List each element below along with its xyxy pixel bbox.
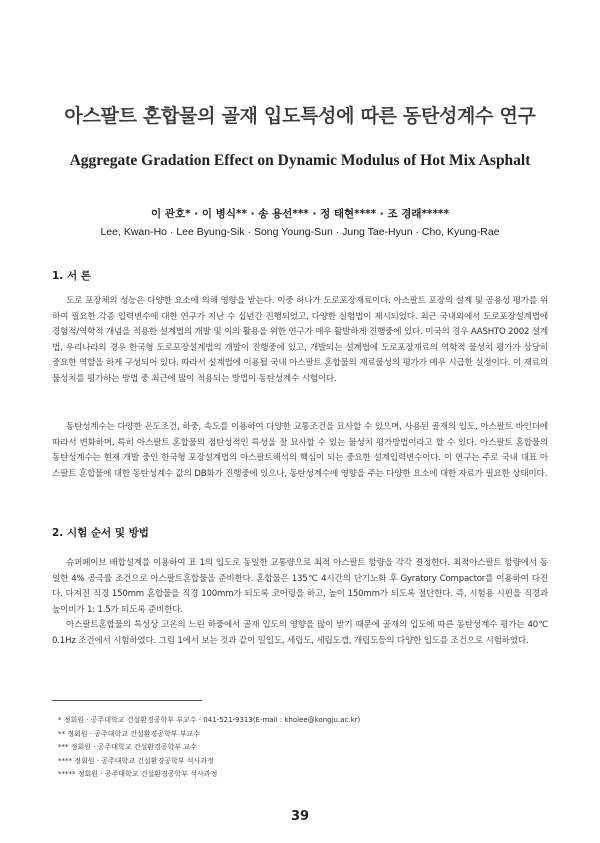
- page-number: 39: [290, 809, 310, 824]
- authors-korean: 이 관호* · 이 병식** · 송 용선*** · 정 태현**** · 조 경래*****: [151, 208, 449, 220]
- section-heading-method: 2. 시험 순서 및 방법: [52, 527, 149, 539]
- section-heading-introduction: 1. 서 론: [52, 270, 91, 282]
- footnotes: [58, 714, 538, 782]
- title-english: Aggregate Gradation Effect on Dynamic Modulus of Hot Mix Asphalt: [69, 152, 531, 169]
- intro-paragraph-1: 도로 포장체의 성능은 다양한 요소에 의해 영향을 받는다. 이중 하나가 도로포장재료이다. 아스팔트 포장의 설계 및 공용성 평가를 위하여 필요한 각종 입력변수에 대한 연구가 지난 수 십년간 진행되었고, 다양한 실험법이 제시되었다. 최근 국내외에서 도로포장설계법에 경험적/역학적 개념을 적용한 설계법의 개발 및 이의 활용을 위한 연구가 매우 활발하게 진행중에 있다. 미국의 경우 AASHTO 2002 설계법, 우리나라의 경우 한국형 도로포장설계법의 개발이 진행중에 있고, 개발되는 설계법에 도로포장재료의 역학적 물성치 평가가 상당히 중요한 역할을 하게 구성되어 있다. 따라서 설계법에 이용될 국내 아스팔트 혼합물의 재료물성의 평가가 매우 시급한 실정이다. 이 재료의 물성치를 평가하는 방법 중 최근에 많이 적용되는 방법이 동탄성계수 시험이다.: [52, 296, 548, 384]
- title-korean: 아스팔트 혼합물의 골재 입도특성에 따른 동탄성계수 연구: [64, 105, 536, 127]
- footnote-2: ** 정회원 · 공주대학교 건설환경공학부 부교수: [58, 729, 201, 738]
- method-paragraph-2: 아스팔트혼합물의 특성상 고온의 느린 하중에서 골재 입도의 영향을 많이 받기 때문에 골재의 입도에 따른 동탄성계수 평가는 40℃ 0.1Hz 조건에서 시험하였다. 그림 1에서 보는 것과 같이 밀입도, 세립도, 세립도갭, 개립도등의 다양한 입도를 조건으로 시험하였다.: [52, 620, 548, 646]
- footnote-4: **** 정회원 · 공주대학교 건설환경공학부 석사과정: [58, 756, 214, 765]
- footnote-5: ***** 정회원 · 공주대학교 건설환경공학부 석사과정: [58, 770, 218, 778]
- footnote-1: * 정회원 · 공주대학교 건설환경공학부 부교수 · 041-521-9313(E-mail : kholee@kongju.ac.kr): [58, 716, 361, 724]
- method-paragraph-1: 슈퍼페이브 배합설계를 이용하여 표 1의 입도로 동일한 교통량으로 최적 아스팔트 함량을 각각 결정한다. 최적아스팔트 함량에서 동일한 4% 공극률 조건으로 아스팔트혼합물을 준비한다. 혼합물은 135℃ 4시간의 단기노화 후 Gyratory Compactor를 이용하여 다진다. 다져진 직경 150mm 혼합물을 직경 100mm가 되도록 코어링을 하고, 높이 150mm가 되도록 절단한다. 즉, 시험용 시편을 직경과 높이비가 1: 1.5가 되도록 준비한다.: [52, 558, 548, 615]
- footnote-divider: [52, 700, 202, 701]
- authors-english: Lee, Kwan-Ho · Lee Byung-Sik · Song Young-Sun · Jung Tae-Hyun · Cho, Kyung-Rae: [100, 226, 500, 238]
- footnote-3: *** 정회원 · 공주대학교 건설환경공학부 교수: [58, 743, 197, 751]
- intro-paragraph-2: 동탄성계수는 다양한 온도조건, 하중, 속도를 이용하여 다양한 교통조건을 묘사할 수 있으며, 사용된 골재의 입도, 아스팔트 바인더에 따라서 변화하며, 특히 아스팔트 혼합물의 점탄성적인 특성을 잘 묘사할 수 있는 물성치 평가방법이라고 할 수 있다. 아스팔트 혼합물의 동탄성계수는 현재 개발 중인 한국형 포장설계법의 아스팔트해석의 핵심이 되는 중요한 설계입력변수이다. 이 연구는 주로 국내 대표 아스팔트 혼합물에 대한 동탄성계수 값의 DB화가 진행중에 있으나, 동탄성계수에 영향을 주는 다양한 요소에 대한 자료가 필요한 상태이다.: [52, 422, 548, 479]
